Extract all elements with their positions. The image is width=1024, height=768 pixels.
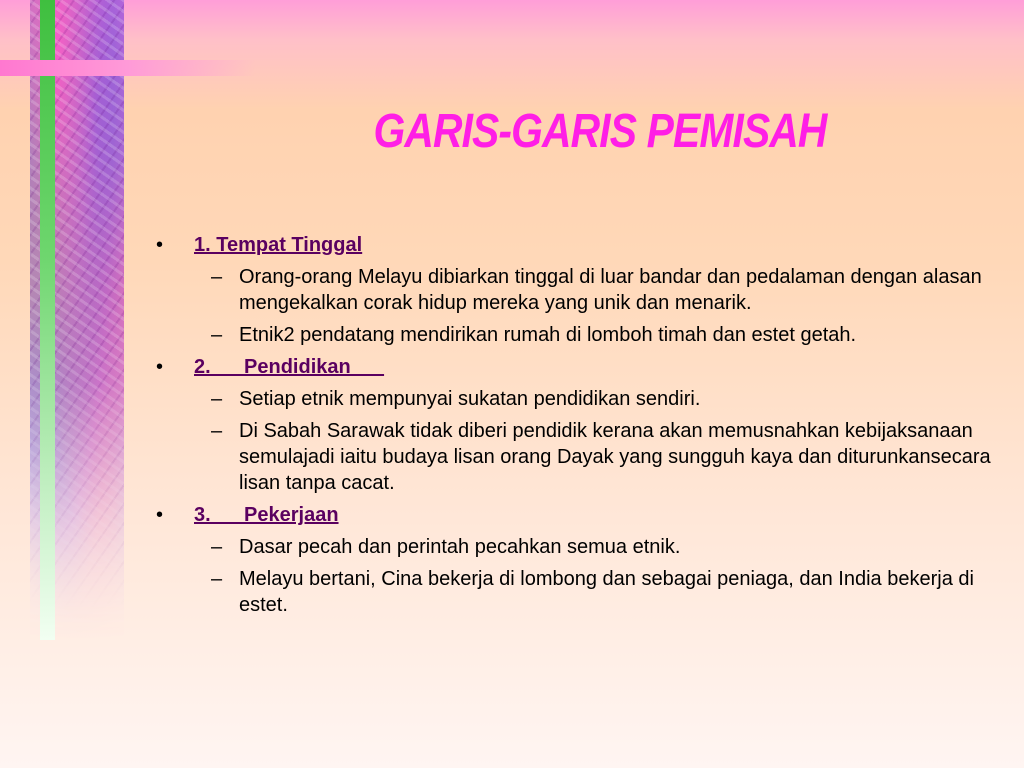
decorative-vertical-bar — [40, 0, 55, 640]
bullet-icon: • — [156, 356, 164, 378]
section-heading: 3. Pekerjaan — [194, 504, 339, 526]
slide-body — [150, 226, 1010, 618]
sub-bullet-text: Setiap etnik mempunyai sukatan pendidikan sendiri. — [239, 388, 701, 410]
sub-bullet-item — [150, 386, 1010, 412]
bullet-item — [150, 232, 1010, 258]
section-heading: 1. Tempat Tinggal — [194, 234, 363, 256]
slide-title: GARIS-GARIS PEMISAH — [373, 105, 827, 158]
sub-bullet-item — [150, 264, 1010, 316]
bullet-item — [150, 354, 1010, 380]
bullet-icon: • — [156, 234, 164, 256]
dash-icon: – — [211, 536, 223, 558]
sub-bullet-item — [150, 322, 1010, 348]
dash-icon: – — [211, 568, 223, 590]
bullet-item — [150, 502, 1010, 528]
sub-bullet-text: Orang-orang Melayu dibiarkan tinggal di luar bandar dan pedalaman dengan alasan mengekalkan corak hidup mereka yang unik dan menarik. — [239, 266, 982, 314]
decorative-horizontal-bar — [0, 60, 255, 76]
dash-icon: – — [211, 324, 223, 346]
dash-icon: – — [211, 388, 223, 410]
sub-bullet-text: Etnik2 pendatang mendirikan rumah di lomboh timah dan estet getah. — [239, 324, 857, 346]
dash-icon: – — [211, 420, 223, 442]
bullet-icon: • — [156, 504, 164, 526]
dash-icon: – — [211, 266, 223, 288]
sub-bullet-item — [150, 534, 1010, 560]
sub-bullet-text: Melayu bertani, Cina bekerja di lombong dan sebagai peniaga, dan India bekerja di estet. — [239, 568, 974, 616]
sub-bullet-item — [150, 566, 1010, 618]
sub-bullet-item — [150, 418, 1010, 496]
section-heading: 2. Pendidikan — [194, 356, 385, 378]
sub-bullet-text: Di Sabah Sarawak tidak diberi pendidik kerana akan memusnahkan kebijaksanaan semulajadi iaitu budaya lisan orang Dayak yang sungguh kaya dan diturunkansecara lisan tanpa cacat. — [239, 420, 991, 494]
sub-bullet-text: Dasar pecah dan perintah pecahkan semua etnik. — [239, 536, 681, 558]
